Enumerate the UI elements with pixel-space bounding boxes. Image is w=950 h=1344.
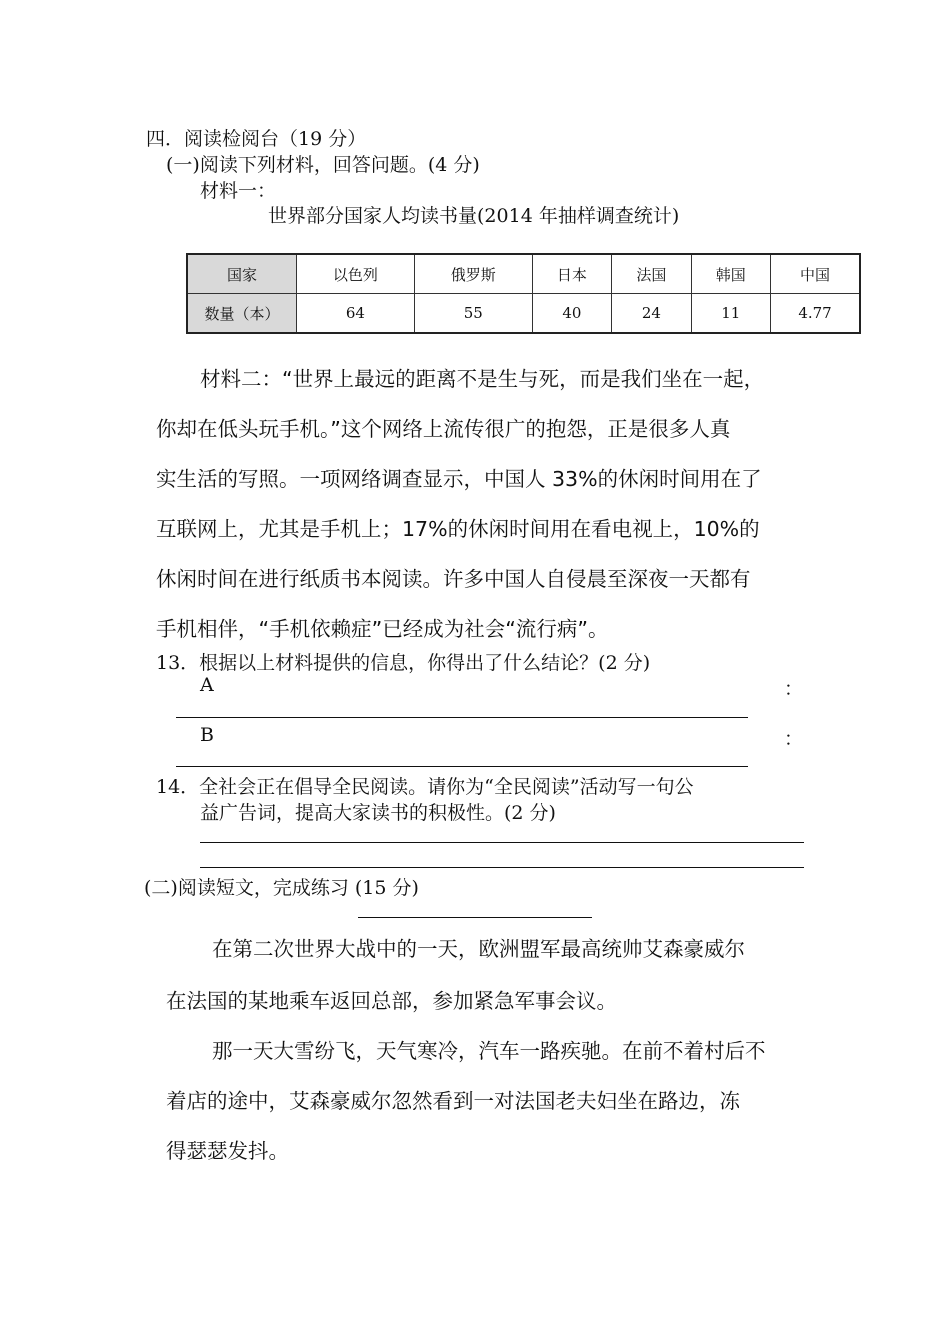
answer-a-line[interactable] — [176, 717, 748, 718]
table-title-text: 世界部分国家人均读书量 — [268, 205, 478, 227]
part1-heading: (一)阅读下列材料，回答问题。(4 分) — [166, 154, 480, 176]
answer-14-line[interactable] — [200, 867, 804, 868]
table-cell-country: 韩国 — [691, 254, 770, 294]
table-cell-value: 64 — [297, 294, 415, 334]
material2-line: 手机相伴，“手机依赖症”已经成为社会“流行病”。 — [156, 617, 609, 641]
answer-b-label: B — [200, 724, 214, 746]
table-cell-value: 11 — [691, 294, 770, 334]
material2-line: 休闲时间在进行纸质书本阅读。许多中国人自侵晨至深夜一天都有 — [156, 567, 751, 591]
answer-b-colon: ： — [784, 728, 804, 750]
passage-line: 着店的途中，艾森豪威尔忽然看到一对法国老夫妇坐在路边，冻 — [166, 1089, 740, 1113]
answer-a-label: A — [200, 674, 214, 696]
passage-line: 在第二次世界大战中的一天，欧洲盟军最高统帅艾森豪威尔 — [212, 937, 745, 961]
material2-line: 实生活的写照。一项网络调查显示，中国人 33%的休闲时间用在了 — [156, 467, 762, 491]
table-row-countries — [187, 254, 860, 294]
passage-line: 得瑟瑟发抖。 — [166, 1139, 289, 1163]
table-cell-value: 40 — [532, 294, 611, 334]
table-cell-country: 以色列 — [297, 254, 415, 294]
answer-a-colon: ： — [784, 678, 804, 700]
table-title — [268, 201, 679, 228]
passage-line: 在法国的某地乘车返回总部，参加紧急军事会议。 — [166, 989, 617, 1013]
question-14-line1: 14．全社会正在倡导全民阅读。请你为“全民阅读”活动写一句公 — [156, 776, 694, 798]
table-cell-country: 中国 — [771, 254, 860, 294]
reading-stats-table — [186, 253, 861, 334]
material1-label: 材料一： — [200, 180, 277, 202]
table-row-values — [187, 294, 860, 334]
question-14-line2: 益广告词，提高大家读书的积极性。(2 分) — [200, 802, 556, 824]
table-cell-country: 俄罗斯 — [414, 254, 532, 294]
row-header-country: 国家 — [187, 254, 297, 294]
material2-line: 你却在低头玩手机。”这个网络上流传很广的抱怨，正是很多人真 — [156, 417, 731, 441]
table-cell-value: 24 — [612, 294, 691, 334]
row-header-count: 数量（本） — [187, 294, 297, 334]
title-blank-line[interactable] — [358, 917, 592, 918]
question-13: 13．根据以上材料提供的信息，你得出了什么结论？(2 分) — [156, 652, 651, 674]
part2-heading: (二)阅读短文，完成练习 (15 分) — [144, 877, 419, 899]
table-title-note: (2014 年抽样调查统计) — [477, 205, 680, 227]
answer-14-line[interactable] — [200, 842, 804, 843]
table-cell-country: 日本 — [532, 254, 611, 294]
material2-line: 材料二：“世界上最远的距离不是生与死，而是我们坐在一起， — [200, 367, 765, 391]
passage-line: 那一天大雪纷飞，天气寒冷，汽车一路疾驰。在前不着村后不 — [212, 1039, 766, 1063]
answer-b-line[interactable] — [176, 766, 748, 767]
table-cell-country: 法国 — [612, 254, 691, 294]
table-cell-value: 55 — [414, 294, 532, 334]
table-cell-value: 4.77 — [771, 294, 860, 334]
material2-line: 互联网上，尤其是手机上；17%的休闲时间用在看电视上，10%的 — [156, 517, 760, 541]
section-heading: 四．阅读检阅台（19 分） — [146, 128, 367, 150]
